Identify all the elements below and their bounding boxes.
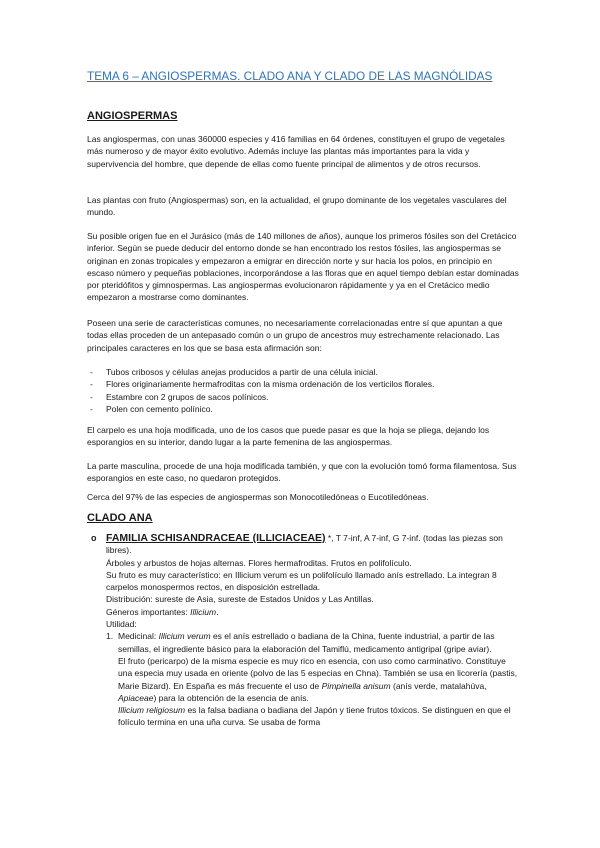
- list-item: - Polen con cemento polínico.: [90, 403, 213, 414]
- paragraph-carpel: El carpelo es una hoja modificada, uno de los casos que puede pasar es que la hoja se pliega, dejando los esporangios en su interior, dando lugar a la parte femenina de las angiospermas.: [87, 425, 490, 448]
- bullet-marker: o: [91, 533, 97, 543]
- family-name: FAMILIA SCHISANDRACEAE (ILLICIACEAE): [106, 532, 326, 544]
- family-distribution: Distribución: sureste de Asia, sureste de Estados Unidos y Las Antillas.: [106, 594, 374, 605]
- characteristics-list: [87, 366, 519, 415]
- paragraph-percentage: Cerca del 97% de las especies de angiospermas son Monocotiledóneas o Eucotiledóneas.: [87, 492, 429, 502]
- family-description: Árboles y arbustos de hojas alternas. Flores hermafroditas. Frutos en polifolículo.: [106, 557, 412, 568]
- document-title: TEMA 6 – ANGIOSPERMAS. CLADO ANA Y CLADO DE LAS MAGNÓLIDAS: [87, 69, 493, 83]
- floral-formula: *, T 7-inf, A 7-inf, G 7-inf. (todas las piezas son libres).: [106, 533, 503, 556]
- section-heading-angiospermas: ANGIOSPERMAS: [87, 110, 178, 122]
- family-fruit: Su fruto es muy característico: en Illicium verum es un polifolículo llamado anís estrellado. La integran 8 carpelos monospermos rectos, en disposición estrellada.: [106, 569, 497, 593]
- paragraph-origin: Su posible origen fue en el Jurásico (más de 140 millones de años), aunque los primeros fósiles son del Cretácico inferior. Según se puede deducir del entorno donde se han encontrado los restos fósiles, las angiospermas se originan en zonas tropicales y empezaron a emigrar en dirección norte y sur hacia los polos, en principio en escaso número y pequeñas poblaciones, incorporándose a las floras que en aquel tiempo debían estar dominadas por pteridófitos y gimnospermas. Las angiospermas evolucionaron rápidamente y ya en el Cretácico medio empezaron a mostrarse como dominantes.: [87, 231, 519, 303]
- section-heading-clado-ana: CLADO ANA: [87, 512, 153, 524]
- family-schisandraceae: [87, 532, 519, 729]
- family-uses-label: Utilidad:: [106, 619, 137, 630]
- paragraph-characteristics: Poseen una serie de características comunes, no necesariamente correlacionadas entre sí que apuntan a que todas ellas proceden de un antepasado común o un grupo de ancestros muy estrechamente relacionado. Las principales caracteres en los que se basa esta afirmación son:: [87, 318, 503, 353]
- family-genera: Géneros importantes: Illicium.: [106, 606, 219, 617]
- paragraph-dominant: Las plantas con fruto (Angiospermas) son, en la actualidad, el grupo dominante de los vegetales vasculares del mundo.: [87, 195, 507, 218]
- list-item: - Tubos cribosos y células anejas producidos a partir de una célula inicial.: [90, 367, 378, 377]
- list-item: - Flores originariamente hermafroditas con la misma ordenación de los verticilos florales.: [90, 379, 435, 390]
- use-item-medicinal: 1. Medicinal: Illicium verum es el anís estrellado o badiana de la China, fuente industrial, a partir de las semillas, el ingrediente básico para la elaboración del Tamiflú, medicamento antigripal (gripe aviar). El fruto (pericarpo) de la misma especie es muy rico en esencia, con uso como carminativo. Constituye una especia muy usada en oriente (polvo de las 5 especias en Chna). También se usa en licorería (pastis, Marie Bizard). En España es más frecuente el uso de Pimpinella anisum (anís verde, matalahúva, Apiaceae) para la obtención de la esencia de anís. Illicium religiosum es la falsa badiana o badiana del Japón y tiene frutos tóxicos. Se distinguen en que el folículo termina en una uña curva. Se usaba de forma: [106, 631, 518, 728]
- paragraph-male: La parte masculina, procede de una hoja modificada también, y que con la evolución tomó forma filamentosa. Sus esporangios en este caso, no quedaron protegidos.: [87, 461, 517, 484]
- list-item: - Estambre con 2 grupos de sacos polínicos.: [90, 391, 269, 402]
- paragraph-intro: Las angiospermas, con unas 360000 especies y 416 familias en 64 órdenes, constituyen el grupo de vegetales más numeroso y de mayor éxito evolutivo. Además incluye las plantas más importantes para la vida y supervivencia del hombre, que depende de ellas como fuente principal de alimentos y de otros recursos.: [87, 134, 505, 169]
